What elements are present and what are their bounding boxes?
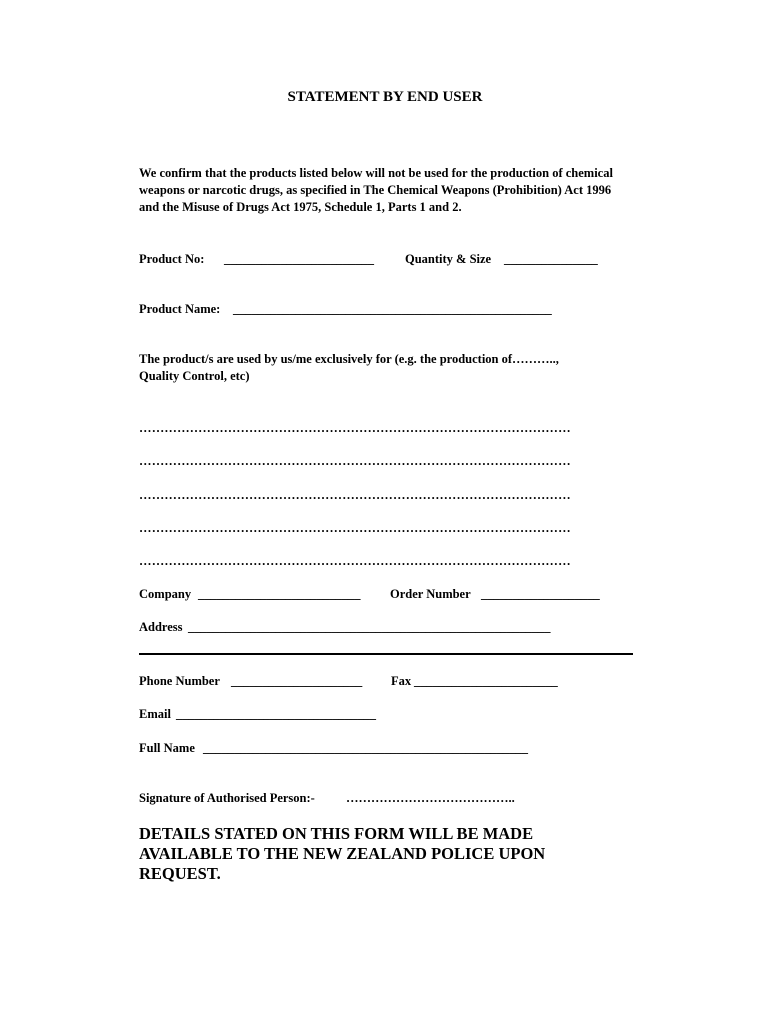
address-label: Address [139, 620, 183, 634]
usage-text: The product/s are used by us/me exclusively for (e.g. the production of……….., [139, 352, 559, 366]
quantity-size-field[interactable]: _______________ [504, 252, 598, 266]
usage-dotted-line[interactable]: ………………………………………………………………………………………… [139, 488, 571, 502]
address-second-line[interactable] [139, 653, 633, 655]
phone-number-field[interactable]: _____________________ [231, 674, 363, 688]
form-title: STATEMENT BY END USER [287, 89, 483, 105]
usage-dotted-line[interactable]: ………………………………………………………………………………………… [139, 454, 571, 468]
phone-number-label: Phone Number [139, 674, 220, 688]
fax-field[interactable]: _______________________ [414, 674, 558, 688]
signature-label: Signature of Authorised Person:- [139, 791, 315, 805]
usage-dotted-line[interactable]: ………………………………………………………………………………………… [139, 554, 571, 568]
usage-dotted-line[interactable]: ………………………………………………………………………………………… [139, 521, 571, 535]
product-no-field[interactable]: ________________________ [224, 252, 374, 266]
police-disclosure-notice: DETAILS STATED ON THIS FORM WILL BE MADE AVAILABLE TO THE NEW ZEALAND POLICE UPON REQUEST. [139, 824, 546, 883]
signature-field[interactable]: ………………………………….. [346, 791, 515, 805]
email-label: Email [139, 707, 171, 721]
product-name-label: Product Name: [139, 302, 221, 316]
address-field[interactable]: __________________________________________________________ [188, 620, 551, 634]
company-label: Company [139, 587, 192, 601]
full-name-field[interactable]: ____________________________________________________ [203, 741, 528, 755]
usage-text-examples: Quality Control, etc) [139, 369, 250, 383]
fax-label: Fax [391, 674, 412, 688]
email-field[interactable]: ________________________________ [176, 707, 376, 721]
product-no-label: Product No: [139, 252, 205, 266]
full-name-label: Full Name [139, 741, 195, 755]
intro-statement: We confirm that the products listed below will not be used for the production of chemical weapons or narcotic drugs, as specified in The Chemical Weapons (Prohibition) Act 1996 and the Misuse of Drugs Act 1975, Schedule 1, Parts 1 and 2. [139, 166, 613, 214]
quantity-size-label: Quantity & Size [405, 252, 492, 266]
usage-dotted-line[interactable]: ………………………………………………………………………………………… [139, 421, 571, 435]
order-number-field[interactable]: ___________________ [481, 587, 600, 601]
product-name-field[interactable]: ___________________________________________________ [233, 302, 552, 316]
order-number-label: Order Number [390, 587, 471, 601]
company-field[interactable]: __________________________ [198, 587, 361, 601]
